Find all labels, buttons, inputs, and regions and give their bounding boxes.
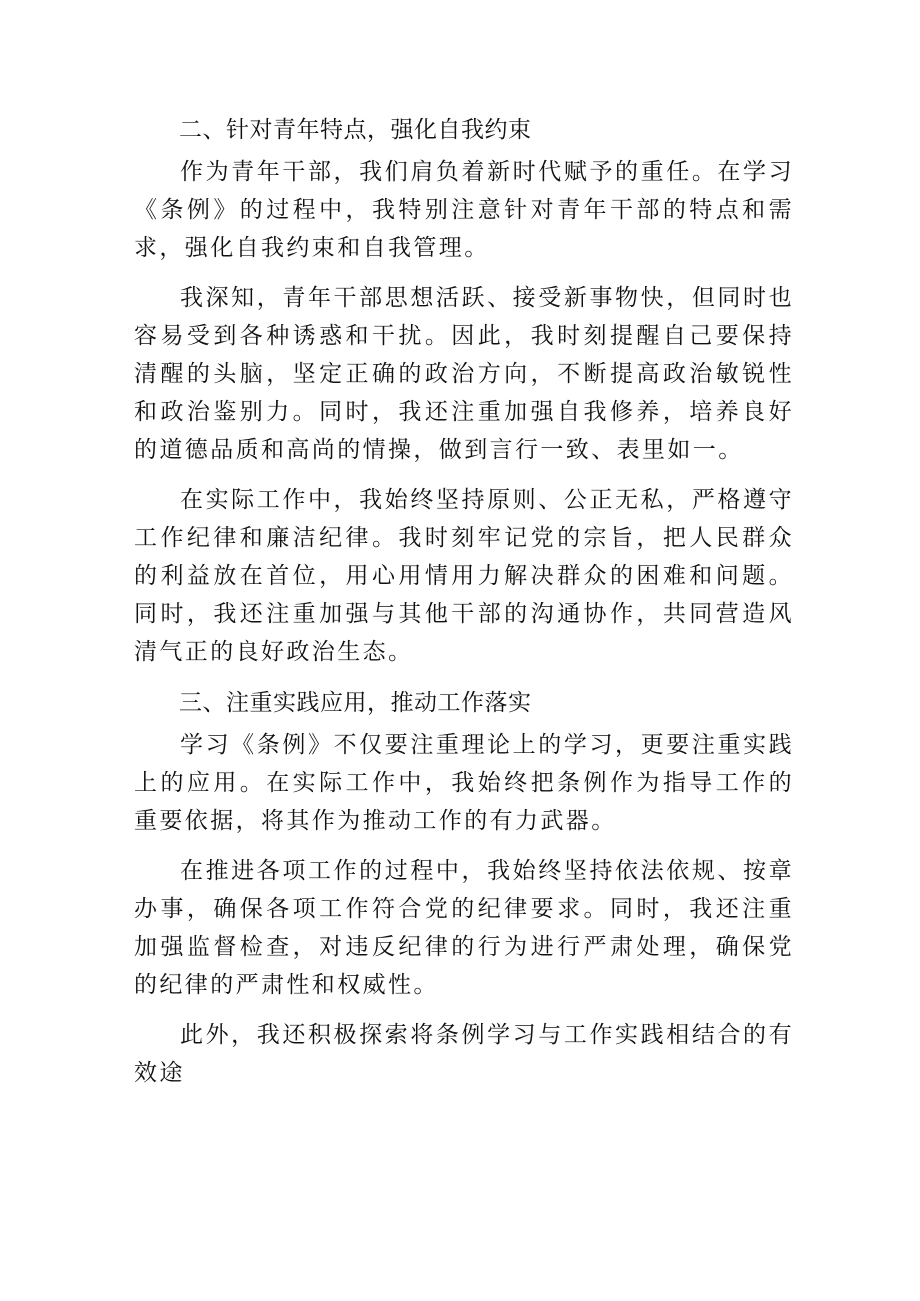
section-3-paragraph-2: 在推进各项工作的过程中，我始终坚持依法依规、按章办事，确保各项工作符合党的纪律要求。同时，我还注重加强监督检查，对违反纪律的行为进行严肃处理，确保党的纪律的严肃性和权威性。: [134, 858, 794, 998]
section-3-paragraph-3: 此外，我还积极探索将条例学习与工作实践相结合的有效途: [134, 1022, 794, 1086]
section-heading-2: 二、针对青年特点，强化自我约束: [179, 117, 532, 143]
section-2-paragraph-2: 我深知，青年干部思想活跃、接受新事物快，但同时也容易受到各种诱惑和干扰。因此，我时刻提醒自己要保持清醒的头脑，坚定正确的政治方向，不断提高政治敏锐性和政治鉴别力。同时，我还注重加强自我修养，培养良好的道德品质和高尚的情操，做到言行一致、表里如一。: [134, 285, 794, 463]
document-body: [134, 110, 794, 1104]
section-2-paragraph-3: 在实际工作中，我始终坚持原则、公正无私，严格遵守工作纪律和廉洁纪律。我时刻牢记党的宗旨，把人民群众的利益放在首位，用心用情用力解决群众的困难和问题。同时，我还注重加强与其他干部的沟通协作，共同营造风清气正的良好政治生态。: [134, 487, 794, 665]
section-heading-3: 三、注重实践应用，推动工作落实: [179, 690, 532, 716]
section-2-paragraph-1: 作为青年干部，我们肩负着新时代赋予的重任。在学习《条例》的过程中，我特别注意针对青年干部的特点和需求，强化自我约束和自我管理。: [134, 159, 794, 261]
section-3-paragraph-1: 学习《条例》不仅要注重理论上的学习，更要注重实践上的应用。在实际工作中，我始终把条例作为指导工作的重要依据，将其作为推动工作的有力武器。: [134, 732, 794, 834]
